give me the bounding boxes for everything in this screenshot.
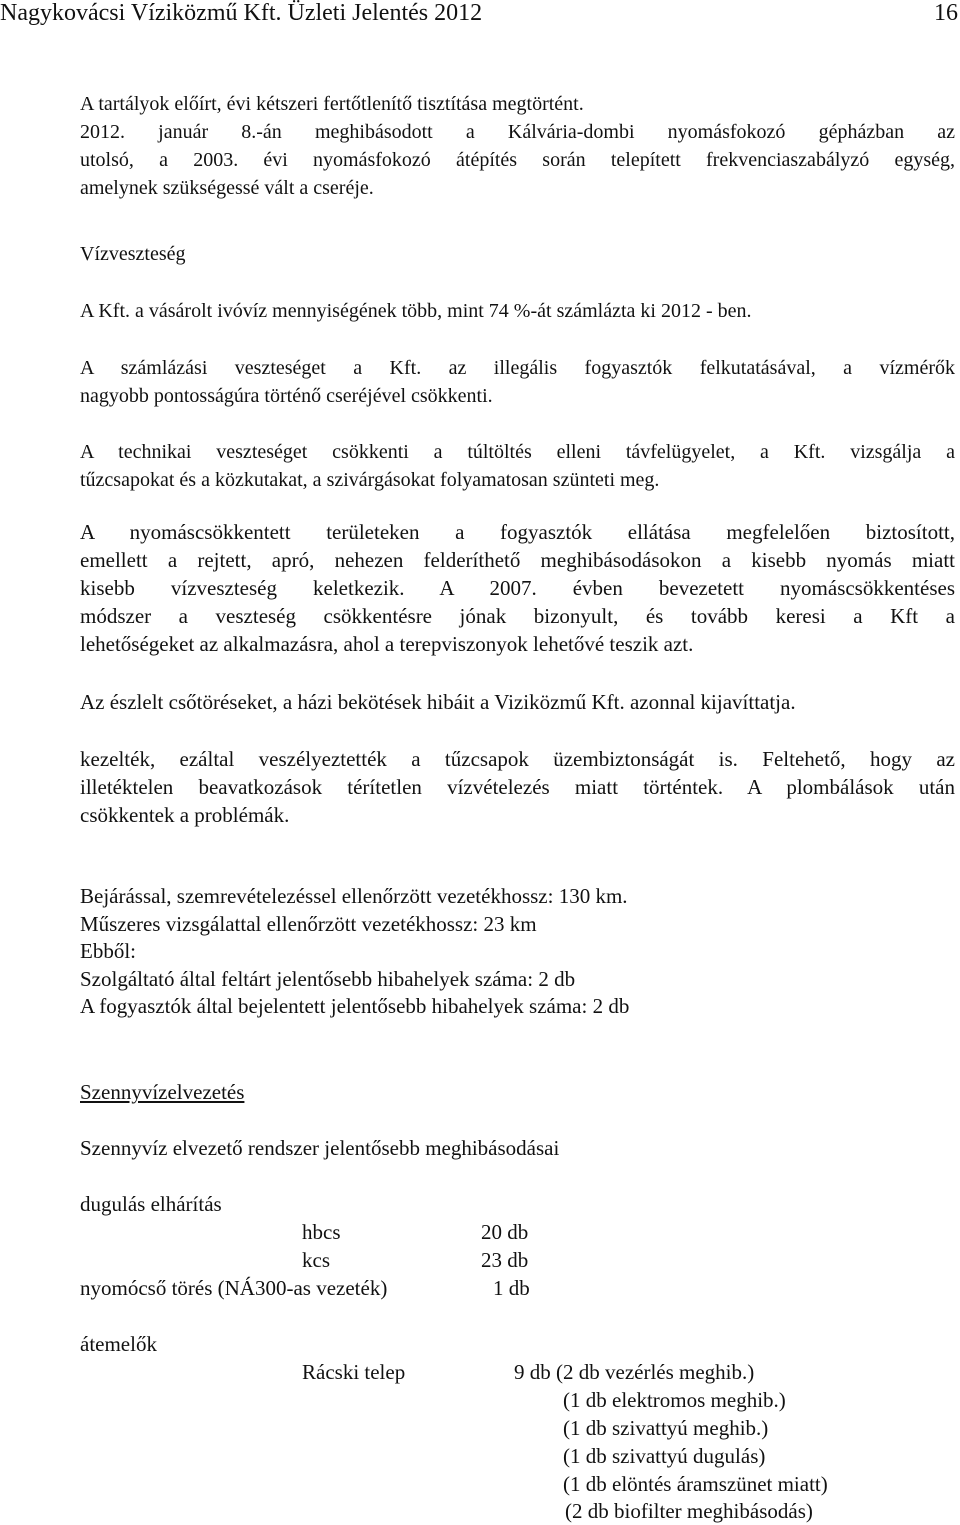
paragraph-line: emellett a rejtett, apró, nehezen felderíthető meghibásodásokon a kisebb nyomás miatt	[80, 548, 955, 572]
page-number: 16	[934, 0, 958, 26]
inspection-summary	[80, 883, 629, 1021]
blockage-clearing-label: dugulás elhárítás	[80, 1192, 222, 1216]
paragraph-line: kisebb vízveszteség keletkezik. A 2007. évben bevezetett nyomáscsökkentéses	[80, 576, 955, 600]
paragraph-line: A Kft. a vásárolt ivóvíz mennyiségének több, mint 74 %-át számlázta ki 2012 - ben.	[80, 300, 752, 322]
pressure-pipe-break-label: nyomócső törés (NÁ300-as vezeték)	[80, 1276, 388, 1300]
paragraph-hydrant-tampering	[80, 745, 955, 829]
paragraph-line: tűzcsapokat és a közkutakat, a szivárgásokat folyamatosan szünteti meg.	[80, 469, 660, 491]
blockage-row-name: kcs	[302, 1248, 330, 1272]
paragraph-line: A tartályok előírt, évi kétszeri fertőtlenítő tisztítása megtörtént.	[80, 93, 584, 115]
paragraph-line: A technikai veszteséget csökkenti a túltöltés elleni távfelügyelet, a Kft. vizsgálja a	[80, 441, 955, 463]
pump-station-fault: 9 db (2 db vezérlés meghib.)	[514, 1360, 755, 1384]
inspection-line: Szolgáltató által feltárt jelentősebb hibahelyek száma: 2 db	[80, 966, 576, 991]
paragraph-line: lehetőségeket az alkalmazásra, ahol a terepviszonyok lehetővé teszik azt.	[80, 632, 694, 656]
pump-station-fault: (2 db biofilter meghibásodás)	[565, 1499, 813, 1523]
paragraph-line: csökkentek a problémák.	[80, 803, 290, 827]
pump-station-fault: (1 db szivattyú meghib.)	[563, 1416, 769, 1440]
paragraph-tank-disinfection	[80, 90, 955, 202]
pressure-pipe-break-value: 1 db	[493, 1276, 530, 1300]
pump-station-fault: (1 db szivattyú dugulás)	[563, 1444, 766, 1468]
paragraph-line: amelynek szükségessé vált a cseréje.	[80, 177, 374, 199]
paragraph-pressure-reduction	[80, 518, 955, 658]
inspection-line: Műszeres vizsgálattal ellenőrzött vezetékhossz: 23 km	[80, 911, 537, 936]
paragraph-billed-ratio	[80, 297, 955, 325]
paragraph-line: A nyomáscsökkentett területeken a fogyasztók ellátása megfelelően biztosított,	[80, 520, 955, 544]
blockage-row-value: 23 db	[481, 1248, 529, 1272]
section-heading-water-loss: Vízveszteség	[80, 243, 186, 265]
section-heading-sewage: Szennyvízelvezetés	[80, 1080, 245, 1104]
pump-stations-label: átemelők	[80, 1332, 157, 1356]
report-header-title: Nagykovácsi Víziközmű Kft. Üzleti Jelentés 2012	[0, 0, 483, 26]
paragraph-technical-loss	[80, 438, 955, 494]
paragraph-pipe-repairs	[80, 688, 955, 716]
paragraph-line: nagyobb pontosságúra történő cseréjével csökkenti.	[80, 385, 493, 407]
paragraph-billing-loss	[80, 354, 955, 410]
paragraph-line: kezelték, ezáltal veszélyeztették a tűzcsapok üzembiztonságát is. Feltehető, hogy az	[80, 747, 955, 771]
paragraph-line: 2012. január 8.-án meghibásodott a Kálvária-dombi nyomásfokozó gépházban az	[80, 121, 955, 143]
inspection-line: Ebből:	[80, 939, 136, 963]
paragraph-line: illetéktelen beavatkozások térítetlen vízvételezés miatt történtek. A plombálások után	[80, 775, 955, 799]
blockage-row-name: hbcs	[302, 1220, 341, 1244]
pump-station-site: Rácski telep	[302, 1360, 406, 1384]
paragraph-line: módszer a veszteség csökkentésre jónak bizonyult, és tovább keresi a Kft a	[80, 604, 955, 628]
inspection-line: A fogyasztók által bejelentett jelentősebb hibahelyek száma: 2 db	[80, 994, 630, 1018]
inspection-line: Bejárással, szemrevételezéssel ellenőrzött vezetékhossz: 130 km.	[80, 884, 628, 908]
paragraph-line: A számlázási veszteséget a Kft. az illegális fogyasztók felkutatásával, a vízmérők	[80, 357, 955, 379]
paragraph-line: utolsó, a 2003. évi nyomásfokozó átépítés során telepített frekvenciaszabályzó egység,	[80, 149, 955, 171]
pump-station-fault: (1 db elektromos meghib.)	[563, 1388, 786, 1412]
paragraph-line: Az észlelt csőtöréseket, a házi bekötések hibáit a Viziközmű Kft. azonnal kijavíttatja.	[80, 690, 796, 714]
sewage-intro: Szennyvíz elvezető rendszer jelentősebb meghibásodásai	[80, 1136, 560, 1160]
blockage-row-value: 20 db	[481, 1220, 529, 1244]
pump-station-fault: (1 db elöntés áramszünet miatt)	[563, 1472, 828, 1496]
